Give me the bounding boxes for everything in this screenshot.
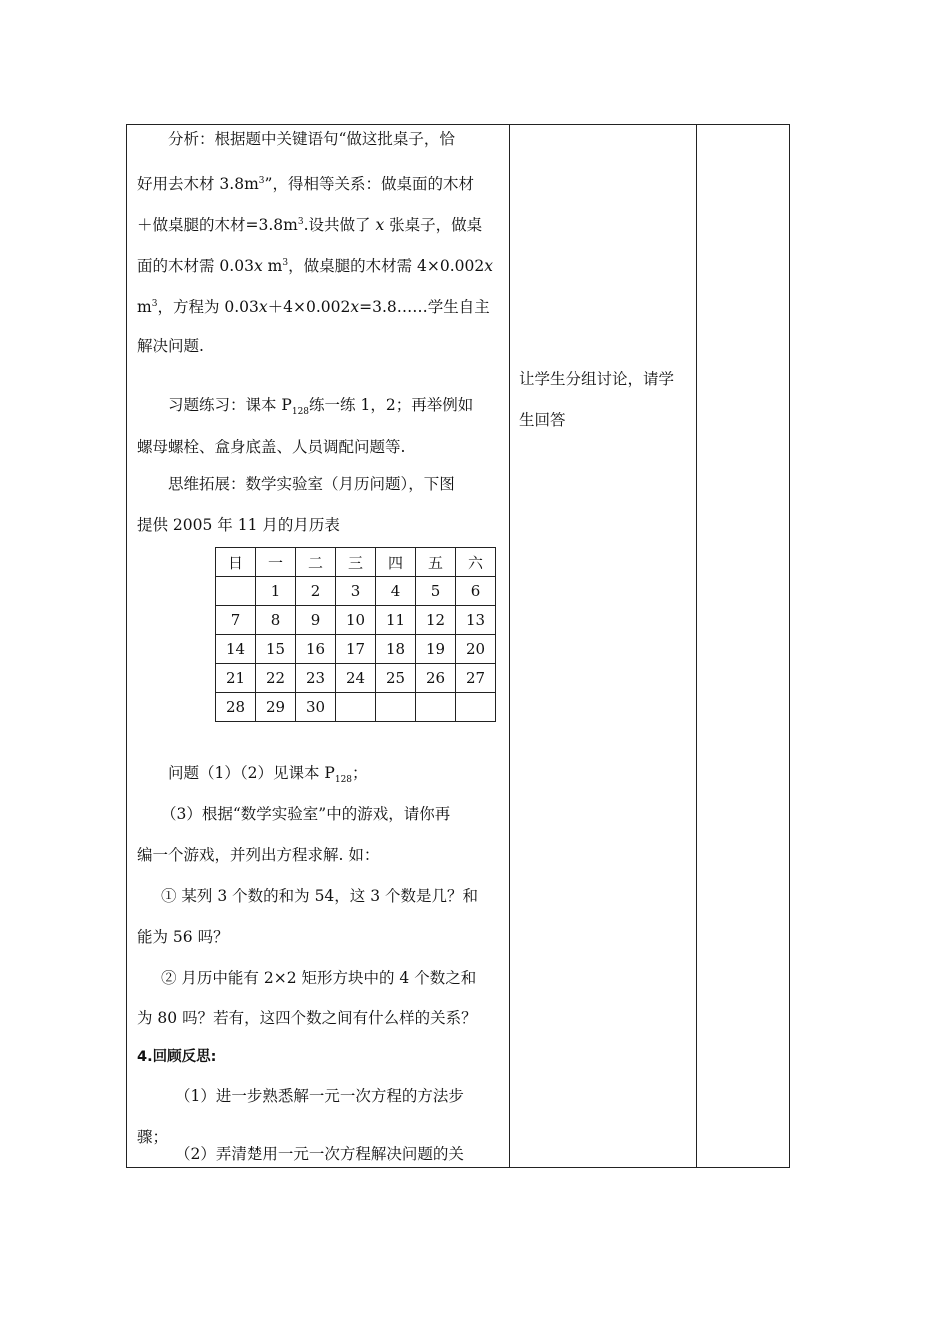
column-divider [696,125,697,1167]
calendar-cell [416,693,456,722]
calendar-cell [336,693,376,722]
calendar-cell: 22 [256,664,296,693]
review-line: （2）弄清楚用一元一次方程解决问题的关 [175,1145,464,1163]
calendar-cell: 26 [416,664,456,693]
calendar-cell [376,693,416,722]
exercise-line: 螺母螺栓、盒身底盖、人员调配问题等. [137,438,406,456]
calendar-header-cell: 五 [416,548,456,577]
question-line: 问题（1）（2）见课本 $P_{128}$； [168,764,368,786]
calendar-header-cell: 三 [336,548,376,577]
calendar-cell: 5 [416,577,456,606]
analysis-line: 分析：根据题中关键语句“做这批桌子，恰 [168,130,455,148]
question-line: （3）根据“数学实验室”中的游戏，请你再 [161,805,451,823]
calendar-cell [456,693,496,722]
thinking-line: 思维拓展：数学实验室（月历问题），下图 [168,475,455,493]
calendar-cell: 19 [416,635,456,664]
calendar-header-cell: 一 [256,548,296,577]
calendar-cell: 6 [456,577,496,606]
calendar-header-row [216,548,496,577]
calendar-cell: 12 [416,606,456,635]
calendar-cell: 4 [376,577,416,606]
analysis-line: 面的木材需 0.03x $m^3$，做桌腿的木材需 4×0.002x [137,257,493,276]
calendar-row [216,606,496,635]
column-divider [509,125,510,1167]
activity-note-line: 让学生分组讨论，请学 [519,370,675,388]
calendar-cell: 28 [216,693,256,722]
calendar-cell: 7 [216,606,256,635]
calendar-table [215,547,496,722]
calendar-cell: 2 [296,577,336,606]
calendar-cell: 11 [376,606,416,635]
calendar-cell: 20 [456,635,496,664]
calendar-header-cell: 六 [456,548,496,577]
thinking-line: 提供 2005 年 11 月的月历表 [137,516,340,534]
activity-note-line: 生回答 [519,411,566,429]
calendar-cell: 21 [216,664,256,693]
calendar-cell: 13 [456,606,496,635]
calendar-cell: 14 [216,635,256,664]
calendar-cell: 23 [296,664,336,693]
calendar-cell: 30 [296,693,336,722]
calendar-header-cell: 日 [216,548,256,577]
calendar-cell: 1 [256,577,296,606]
calendar-row [216,577,496,606]
calendar-row [216,664,496,693]
review-heading: 4.回顾反思: [137,1049,217,1065]
calendar-row [216,635,496,664]
calendar-cell: 24 [336,664,376,693]
calendar-cell: 8 [256,606,296,635]
calendar-cell: 16 [296,635,336,664]
analysis-line: 解决问题. [137,337,204,355]
exercise-line: 习题练习：课本 $P_{128}$练一练 1，2；再举例如 [168,396,474,418]
calendar-row [216,693,496,722]
calendar-cell: 3 [336,577,376,606]
review-line: （1）进一步熟悉解一元一次方程的方法步 [175,1087,464,1105]
analysis-line: $m^3$，方程为 0.03x＋4×0.002x=3.8……学生自主 [137,298,490,317]
calendar-cell: 15 [256,635,296,664]
calendar-header-cell: 四 [376,548,416,577]
analysis-line: 好用去木材 $3.8m^3$”，得相等关系：做桌面的木材 [137,175,474,194]
question-line: 编一个游戏，并列出方程求解. 如： [137,846,380,864]
calendar-cell [216,577,256,606]
calendar-header-cell: 二 [296,548,336,577]
question-line: ① 某列 3 个数的和为 54，这 3 个数是几？和 [161,887,479,905]
calendar-cell: 29 [256,693,296,722]
calendar-cell: 18 [376,635,416,664]
calendar-cell: 9 [296,606,336,635]
lesson-table [126,124,790,1168]
calendar-cell: 25 [376,664,416,693]
review-line: 骤； [137,1128,169,1146]
question-line: 为 80 吗？若有，这四个数之间有什么样的关系？ [137,1009,477,1027]
question-line: ② 月历中能有 2×2 矩形方块中的 4 个数之和 [161,969,477,987]
analysis-line: ＋做桌腿的木材$=3.8m^3$.设共做了 x 张桌子，做桌 [137,216,483,235]
calendar-cell: 27 [456,664,496,693]
calendar-cell: 17 [336,635,376,664]
question-line: 能为 56 吗？ [137,928,229,946]
calendar-cell: 10 [336,606,376,635]
